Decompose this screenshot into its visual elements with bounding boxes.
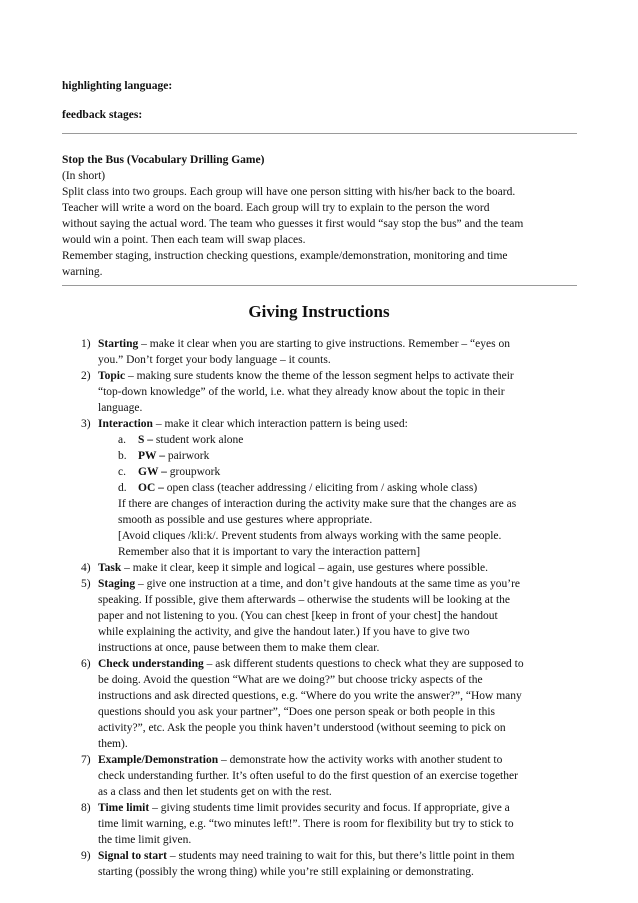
item-number: 3) bbox=[81, 418, 91, 430]
item-number: 5) bbox=[81, 578, 91, 590]
stop-the-bus-section bbox=[62, 152, 582, 280]
item-line bbox=[98, 576, 582, 592]
sub-item-text: open class (teacher addressing / eliciting from / asking whole class) bbox=[163, 482, 478, 494]
item-number: 2) bbox=[81, 370, 91, 382]
item-line: speaking. If possible, give them afterwards – otherwise the students will be looking at the bbox=[98, 594, 510, 606]
list-item bbox=[62, 560, 582, 576]
list-item bbox=[62, 752, 582, 800]
stop-the-bus-line: Teacher will write a word on the board. Each group will try to explain to the person the word bbox=[62, 202, 490, 214]
sub-item-term: OC – bbox=[138, 482, 164, 494]
list-item bbox=[62, 800, 582, 848]
stop-the-bus-title: Stop the Bus (Vocabulary Drilling Game) bbox=[62, 154, 265, 166]
sub-item-content bbox=[118, 448, 582, 464]
stop-the-bus-line: warning. bbox=[62, 266, 103, 278]
feedback-stages-label: feedback stages: bbox=[62, 109, 143, 121]
item-line bbox=[98, 656, 582, 672]
sub-item-term: GW – bbox=[138, 466, 167, 478]
item-term: Topic bbox=[98, 370, 126, 382]
note-line: [Avoid cliques /kli:k/. Prevent students from always working with the same people. bbox=[118, 530, 502, 542]
item-number: 8) bbox=[81, 802, 91, 814]
item-term: Time limit bbox=[98, 802, 150, 814]
sub-item bbox=[62, 480, 582, 496]
item-line bbox=[98, 416, 582, 432]
instructions-list bbox=[62, 336, 582, 880]
list-item bbox=[62, 336, 582, 368]
list-item bbox=[62, 576, 582, 656]
item-line: the time limit given. bbox=[98, 834, 192, 846]
stop-the-bus-line: (In short) bbox=[62, 170, 106, 182]
sub-item-content bbox=[118, 432, 582, 448]
item-text: – give one instruction at a time, and don’t give handouts at the same time as you’re bbox=[135, 578, 521, 590]
item-line bbox=[98, 368, 582, 384]
stop-the-bus-line: without saying the actual word. The team who guesses it first would “say stop the bus” and the team bbox=[62, 218, 524, 230]
note-line: Remember also that it is important to vary the interaction pattern] bbox=[118, 546, 421, 558]
stop-the-bus-line: would win a point. Then each team will swap places. bbox=[62, 234, 306, 246]
item-number: 4) bbox=[81, 562, 91, 574]
item-line: as a class and then let students get on with the rest. bbox=[98, 786, 332, 798]
sub-item-term: PW – bbox=[138, 450, 165, 462]
item-line: questions should you ask your partner”, “Does one person speak or both people in this bbox=[98, 706, 495, 718]
item-term: Example/Demonstration bbox=[98, 754, 219, 766]
item-line: activity?”, etc. Ask the people you think haven’t understood (without seeming to pick on bbox=[98, 722, 506, 734]
item-term: Staging bbox=[98, 578, 136, 590]
sub-item-content bbox=[118, 480, 582, 496]
item-text: – making sure students know the theme of the lesson segment helps to activate their bbox=[125, 370, 514, 382]
sub-item bbox=[62, 432, 582, 448]
highlighting-language-label: highlighting language: bbox=[62, 80, 173, 92]
item-line bbox=[98, 560, 582, 576]
item-line bbox=[98, 848, 582, 864]
item-line: check understanding further. It’s often useful to do the first question of an exercise together bbox=[98, 770, 518, 782]
section-divider bbox=[62, 133, 577, 134]
item-line: paper and not listening to you. (You can chest [keep in front of your chest] the handout bbox=[98, 610, 498, 622]
interaction-sublist bbox=[62, 432, 582, 496]
sub-item-content bbox=[118, 464, 582, 480]
sub-item-letter: b. bbox=[118, 450, 127, 462]
sub-item-term: S – bbox=[138, 434, 154, 446]
item-number: 6) bbox=[81, 658, 91, 670]
list-item bbox=[62, 656, 582, 752]
item-text: – students may need training to wait for this, but there’s little point in them bbox=[167, 850, 515, 862]
item-line: while explaining the activity, and give the handout later.) If you have to give two bbox=[98, 626, 470, 638]
list-item bbox=[62, 368, 582, 416]
item-text: – giving students time limit provides security and focus. If appropriate, give a bbox=[149, 802, 510, 814]
item-text: – make it clear when you are starting to give instructions. Remember – “eyes on bbox=[138, 338, 510, 350]
section-divider bbox=[62, 285, 577, 286]
item-text: – demonstrate how the activity works with another student to bbox=[218, 754, 503, 766]
item-text: – make it clear which interaction pattern is being used: bbox=[152, 418, 408, 430]
item-line: be doing. Avoid the question “What are we doing?” but choose tricky aspects of the bbox=[98, 674, 483, 686]
item-line bbox=[98, 800, 582, 816]
item-line: them). bbox=[98, 738, 128, 750]
list-item bbox=[62, 416, 582, 432]
note-line: If there are changes of interaction during the activity make sure that the changes are as bbox=[118, 498, 517, 510]
sub-item-text: student work alone bbox=[153, 434, 244, 446]
sub-item-text: groupwork bbox=[166, 466, 221, 478]
sub-item-letter: a. bbox=[118, 434, 126, 446]
item-line: time limit warning, e.g. “two minutes left!”. There is room for flexibility but try to stick to bbox=[98, 818, 514, 830]
item-number: 1) bbox=[81, 338, 91, 350]
list-item bbox=[62, 848, 582, 880]
stop-the-bus-line: Split class into two groups. Each group will have one person sitting with his/her back to the board. bbox=[62, 186, 516, 198]
sub-item-letter: d. bbox=[118, 482, 127, 494]
sub-item bbox=[62, 448, 582, 464]
note-line: smooth as possible and use gestures where appropriate. bbox=[118, 514, 373, 526]
item-number: 7) bbox=[81, 754, 91, 766]
note-line-wrap bbox=[98, 496, 582, 560]
giving-instructions-title: Giving Instructions bbox=[248, 302, 390, 321]
interaction-note bbox=[62, 496, 582, 560]
item-text: – ask different students questions to check what they are supposed to bbox=[203, 658, 524, 670]
item-term: Starting bbox=[98, 338, 139, 350]
item-line: language. bbox=[98, 402, 143, 414]
item-line: starting (possibly the wrong thing) while you’re still explaining or demonstrating. bbox=[98, 866, 474, 878]
item-term: Interaction bbox=[98, 418, 153, 430]
item-line: instructions at once, pause between them to make them clear. bbox=[98, 642, 380, 654]
item-term: Signal to start bbox=[98, 850, 167, 862]
item-line bbox=[98, 752, 582, 768]
item-term: Task bbox=[98, 562, 122, 574]
item-line: instructions and ask directed questions, e.g. “Where do you write the answer?”, “How many bbox=[98, 690, 522, 702]
item-line: you.” Don’t forget your body language – it counts. bbox=[98, 354, 331, 366]
item-line bbox=[98, 336, 582, 352]
item-text: – make it clear, keep it simple and logical – again, use gestures where possible. bbox=[121, 562, 489, 574]
sub-item-letter: c. bbox=[118, 466, 126, 478]
sub-item-text: pairwork bbox=[164, 450, 210, 462]
item-number: 9) bbox=[81, 850, 91, 862]
sub-item bbox=[62, 464, 582, 480]
item-line: “top-down knowledge” of the world, i.e. what they already know about the topic in their bbox=[98, 386, 505, 398]
stop-the-bus-line: Remember staging, instruction checking questions, example/demonstration, monitoring and time bbox=[62, 250, 508, 262]
item-term: Check understanding bbox=[98, 658, 204, 670]
